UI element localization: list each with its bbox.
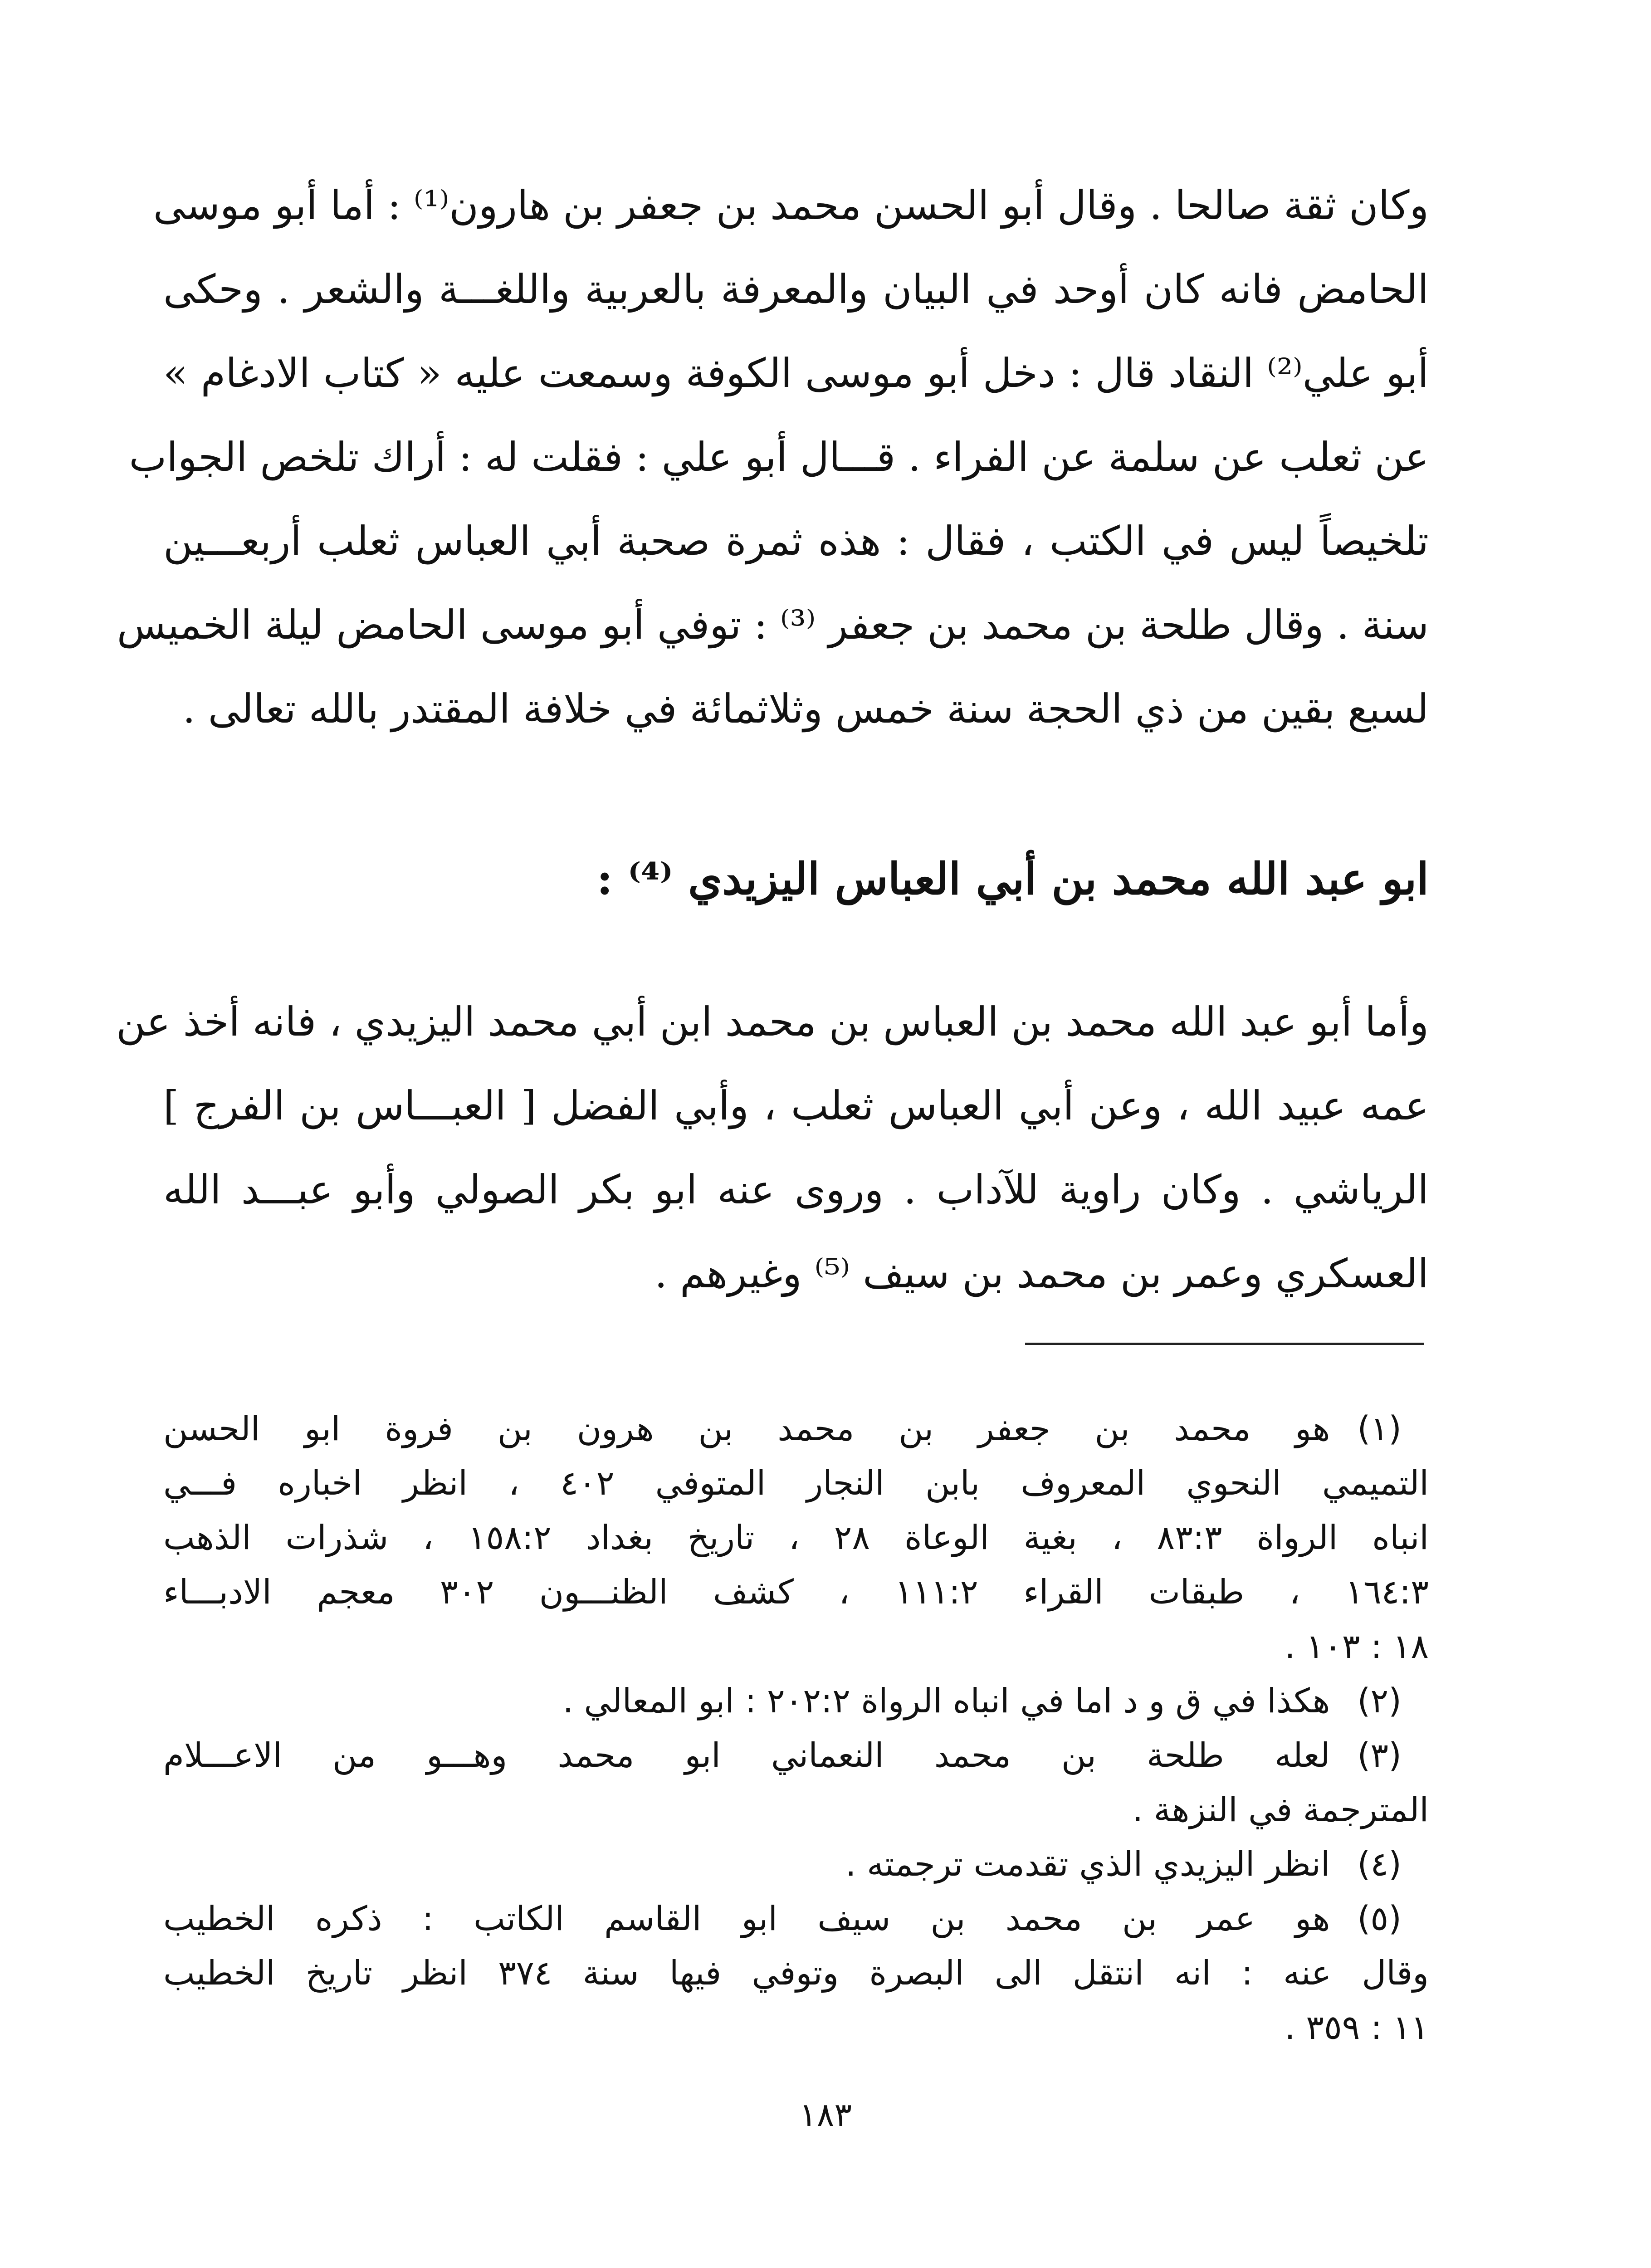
footnote-line: [163, 1892, 1429, 1946]
footnote-line: [163, 1728, 1429, 1783]
main-text: [116, 163, 1429, 1315]
footnote-line: التميمي النحوي المعروف بابن النجار المتوفي ٤٠٢ ، انظر اخباره فـــي: [163, 1464, 1429, 1503]
footnote-number: (٥): [1357, 1899, 1402, 1938]
footnote-1: [163, 1402, 1429, 1674]
footnote-text: هكذا في ق و د اما في انباه الرواة ٢٠٢:٢ : ابو المعالي .: [562, 1681, 1330, 1721]
footnote-number: (٣): [1357, 1736, 1402, 1775]
footnote-line: [163, 1402, 1429, 1456]
footnote-text: لعله طلحة بن محمد النعماني ابو محمد وهـــو من الاعـــلام: [163, 1736, 1330, 1775]
footnote-line: انباه الرواة ٨٣:٣ ، بغية الوعاة ٢٨ ، تاريخ بغداد ١٥٨:٢ ، شذرات الذهب: [163, 1518, 1429, 1557]
paragraph-2-line: عمه عبيد الله ، وعن أبي العباس ثعلب ، وأبي الفضل [ العبـــاس بن الفرج ]: [163, 1082, 1429, 1129]
footnote-line: المترجمة في النزهة .: [1132, 1790, 1429, 1829]
paragraph-1-line: أبو علي⁽²⁾ النقاد قال : دخل أبو موسى الكوفة وسمعت عليه « كتاب الادغام »: [163, 350, 1429, 396]
footnotes: [163, 1402, 1429, 2055]
footnote-4: [163, 1837, 1429, 1892]
footnote-number: (١): [1357, 1409, 1402, 1448]
paragraph-1-line: الحامض فانه كان أوحد في البيان والمعرفة بالعربية واللغـــة والشعر . وحكى: [163, 266, 1429, 313]
footnote-3: [163, 1728, 1429, 1837]
footnote-divider: [1025, 1343, 1424, 1345]
paragraph-2: [116, 980, 1429, 1315]
page-number: ١٨٣: [799, 2096, 852, 2134]
footnote-number: (٢): [1357, 1681, 1402, 1721]
paragraph-1-line: عن ثعلب عن سلمة عن الفراء . قـــال أبو علي : فقلت له : أراك تلخص الجواب: [129, 434, 1429, 480]
footnote-line: وقال عنه : انه انتقل الى البصرة وتوفي فيها سنة ٣٧٤ انظر تاريخ الخطيب: [163, 1954, 1429, 1993]
paragraph-1-line: تلخيصاً ليس في الكتب ، فقال : هذه ثمرة صحبة أبي العباس ثعلب أربعـــين: [163, 518, 1429, 564]
footnote-line: ١٨ : ١٠٣ .: [1285, 1627, 1429, 1666]
footnote-text: هو عمر بن محمد بن سيف ابو القاسم الكاتب : ذكره الخطيب: [163, 1899, 1330, 1938]
footnote-5: [163, 1892, 1429, 2055]
paragraph-1-line: لسبع بقين من ذي الحجة سنة خمس وثلاثمائة في خلافة المقتدر بالله تعالى .: [182, 685, 1429, 732]
footnote-2: [163, 1674, 1429, 1728]
paragraph-2-line: الرياشي . وكان راوية للآداب . وروى عنه ابو بكر الصولي وأبو عبـــد الله: [163, 1166, 1429, 1213]
paragraph-2-line: وأما أبو عبد الله محمد بن العباس بن محمد ابن أبي محمد اليزيدي ، فانه أخذ عن: [116, 998, 1429, 1045]
footnote-line: ١٦٤:٣ ، طبقات القراء ١١١:٢ ، كشف الظنـــون ٣٠٢ معجم الادبـــاء: [163, 1573, 1429, 1612]
footnote-line: [163, 1837, 1429, 1892]
footnote-line: ١١ : ٣٥٩ .: [1285, 2008, 1429, 2047]
footnote-number: (٤): [1357, 1845, 1402, 1884]
paragraph-2-line: العسكري وعمر بن محمد بن سيف ⁽⁵⁾ وغيرهم .: [655, 1250, 1429, 1297]
footnote-text: انظر اليزيدي الذي تقدمت ترجمته .: [845, 1845, 1330, 1884]
footnote-text: هو محمد بن جعفر بن محمد بن هرون بن فروة ابو الحسن: [163, 1409, 1330, 1448]
paragraph-1-line: سنة . وقال طلحة بن محمد بن جعفر ⁽³⁾ : توفي أبو موسى الحامض ليلة الخميس: [117, 601, 1429, 648]
paragraph-1-line: وكان ثقة صالحا . وقال أبو الحسن محمد بن جعفر بن هارون⁽¹⁾ : أما أبو موسى: [153, 182, 1429, 229]
paragraph-1: [117, 163, 1429, 751]
section-heading: ابو عبد الله محمد بن أبي العباس اليزيدي ⁽⁴⁾ :: [596, 853, 1429, 904]
footnote-line: [163, 1674, 1429, 1728]
